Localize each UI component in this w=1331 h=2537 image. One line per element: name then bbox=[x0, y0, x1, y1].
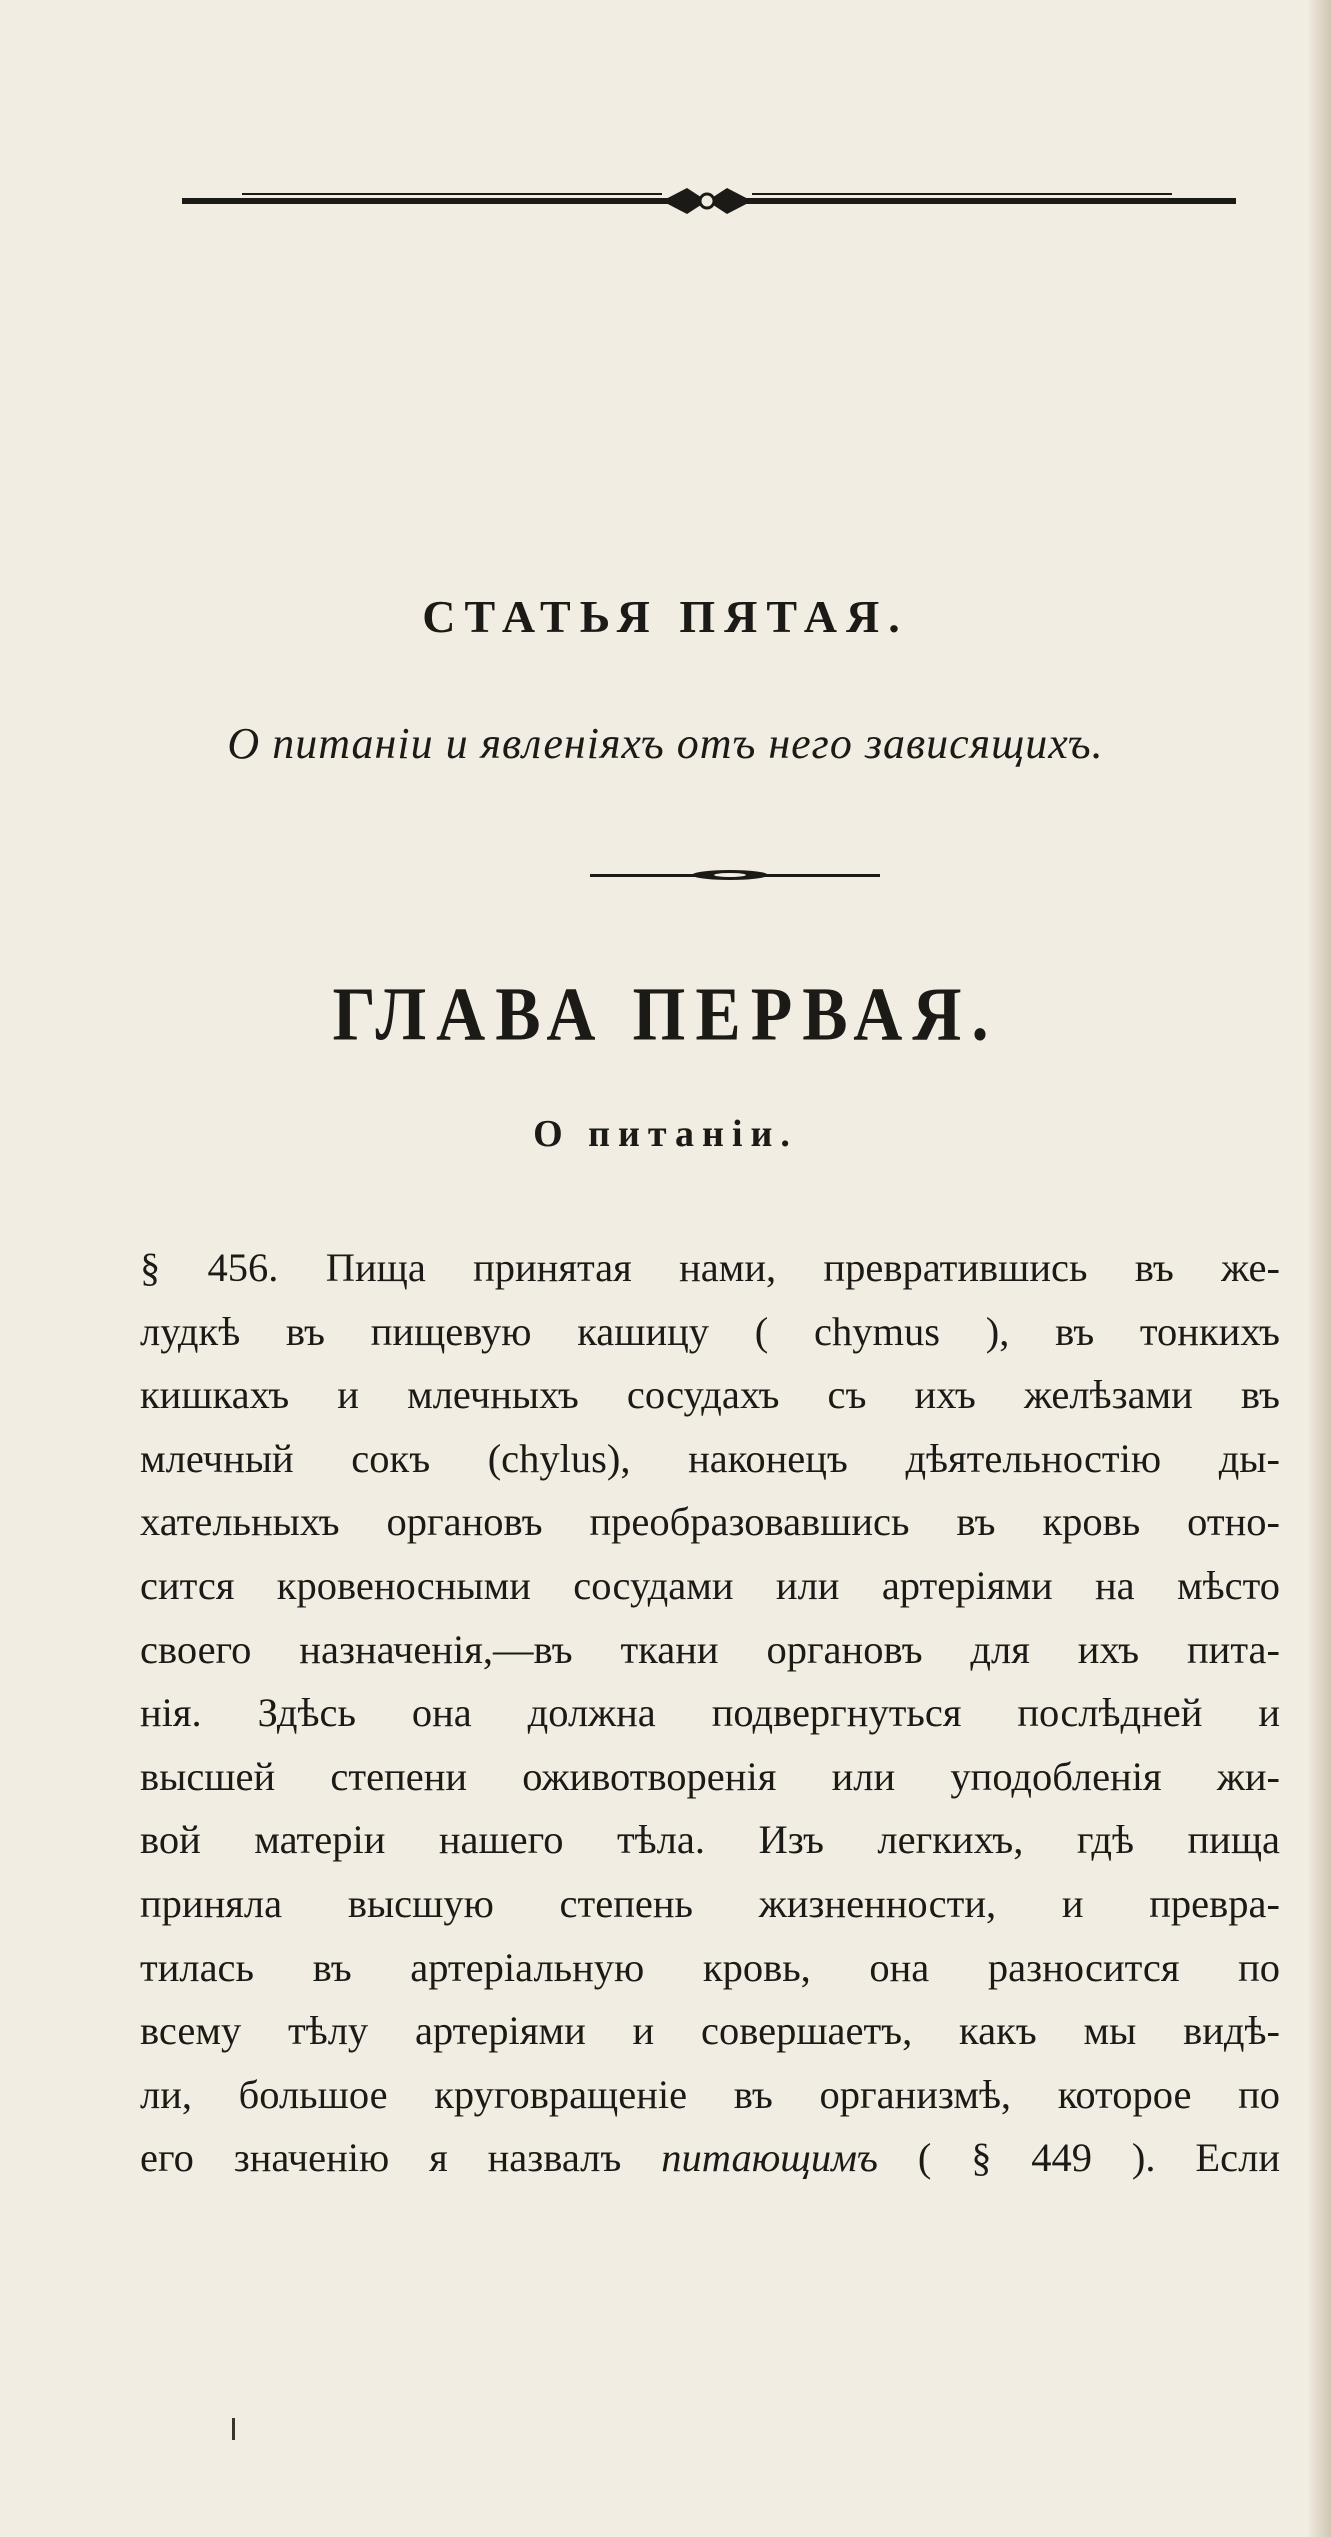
article-title: СТАТЬЯ ПЯТАЯ. bbox=[422, 591, 909, 642]
article-subtitle: О питаніи и явленіяхъ отъ него зависящихъ. bbox=[227, 719, 1104, 768]
chapter-title: ГЛАВА ПЕРВАЯ. bbox=[332, 971, 999, 1057]
text-line-last bbox=[140, 2126, 1280, 2190]
text-line: лудкѣ въ пищевую кашицу ( chymus ), въ тонкихъ bbox=[140, 1308, 1280, 1354]
text-line: высшей степени оживотворенія или уподобленія жи- bbox=[140, 1753, 1280, 1799]
text-line: § 456. Пища принятая нами, превратившись въ же- bbox=[140, 1245, 1280, 1290]
folio-mark bbox=[232, 2418, 235, 2440]
top-ornamental-rule bbox=[182, 180, 1236, 224]
text-line: сится кровеносными сосудами или артеріями на мѣсто bbox=[140, 1562, 1280, 1608]
text-line: приняла высшую степень жизненности, и превра- bbox=[140, 1880, 1280, 1926]
text-line: своего назначенія,—въ ткани органовъ для ихъ пита- bbox=[140, 1626, 1280, 1672]
text-line: всему тѣлу артеріями и совершаетъ, какъ мы видѣ- bbox=[140, 2008, 1280, 2054]
text-line: ли, большое круговращеніе въ организмѣ, которое по bbox=[140, 2071, 1280, 2117]
page-edge-shadow bbox=[1309, 0, 1331, 2537]
text-run: ( § 449 ). Если bbox=[877, 2135, 1281, 2181]
text-line: тилась въ артеріальную кровь, она разносится по bbox=[140, 1944, 1280, 1990]
text-line: вой матеріи нашего тѣла. Изъ легкихъ, гдѣ пища bbox=[140, 1817, 1280, 1863]
body-paragraph bbox=[140, 1236, 1280, 2190]
text-line: млечный сокъ (chylus), наконецъ дѣятельностію ды- bbox=[140, 1435, 1280, 1481]
text-line: хательныхъ органовъ преобразовавшись въ кровь отно- bbox=[140, 1499, 1280, 1545]
text-line: кишкахъ и млечныхъ сосудахъ съ ихъ желѣзами въ bbox=[140, 1372, 1280, 1418]
text-run: его значенію я назвалъ bbox=[140, 2135, 662, 2181]
text-line: нія. Здѣсь она должна подвергнуться послѣдней и bbox=[140, 1690, 1280, 1736]
middle-ornamental-rule bbox=[590, 864, 880, 888]
italic-term: питающимъ bbox=[661, 2135, 878, 2181]
section-title: О питаніи. bbox=[533, 1113, 798, 1155]
